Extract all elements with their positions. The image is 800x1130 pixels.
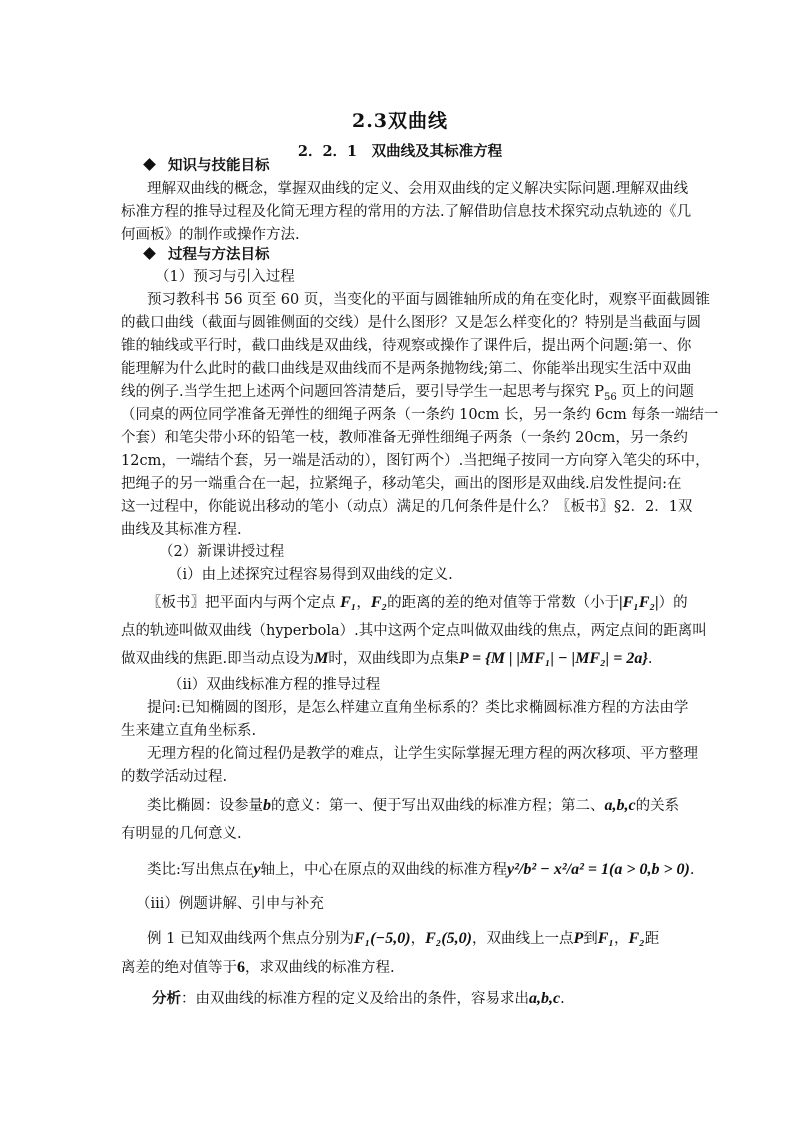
paragraph-line: 的数学活动过程. <box>121 769 228 785</box>
goal-heading-knowledge: 知识与技能目标 <box>141 155 270 177</box>
paragraph-line: 12cm，一端结个套，另一端是活动的），图钉两个）.当把绳子按同一方向穿入笔尖的环中， <box>121 453 710 469</box>
math-F1F2: |F₁F₂| <box>619 594 659 611</box>
paragraph-line: 线的例子.当学生把上述两个问题回答清楚后，要引导学生一起思考与探究 $P_{56}$ 页上的问题 <box>121 384 694 403</box>
math-F2: F₂ <box>628 930 645 947</box>
paragraph-line: 提问:已知椭圆的图形，是怎么样建立直角坐标系的？类比求椭圆标准方程的方法由学 <box>147 700 689 716</box>
definition-line: 做双曲线的焦距.即当动点设为M时，双曲线即为点集P = {M | |MF₁| − |MF₂| = 2a}. <box>121 650 653 667</box>
paragraph-line: 的截口曲线（截面与圆锥侧面的交线）是什么图形？又是怎么样变化的？特别是当截面与圆 <box>121 315 701 331</box>
diamond-bullet-icon <box>143 158 156 171</box>
math-F1: F₁ <box>597 930 614 947</box>
paragraph-line: 锥的轴线或平行时，截口曲线是双曲线，待观察或操作了课件后，提出两个问题:第一、你 <box>121 338 692 354</box>
subsection-heading: （i）由上述探究过程容易得到双曲线的定义. <box>168 567 453 583</box>
math-6: 6 <box>237 959 245 976</box>
paragraph-line: 类比:写出焦点在y轴上，中心在原点的双曲线的标准方程y²/b² − x²/a² = 1(a > 0,b > 0). <box>147 861 695 878</box>
math-F1-point: F₁(−5,0) <box>353 930 411 947</box>
math-M: M <box>314 650 329 667</box>
goal1-line: 何画板》的制作或操作方法. <box>121 227 300 243</box>
subsection-heading: （iii）例题讲解、引申与补充 <box>136 896 324 912</box>
paragraph-line: 曲线及其标准方程. <box>121 522 242 538</box>
math-point-set: P = {M | |MF₁| − |MF₂| = 2a} <box>458 650 648 667</box>
paragraph-line: 类比椭圆：设参量b的意义：第一、便于写出双曲线的标准方程；第二、a,b,c的关系 <box>147 797 680 814</box>
math-abc: a,b,c <box>604 797 636 814</box>
example-line: 离差的绝对值等于6，求双曲线的标准方程. <box>121 959 395 976</box>
math-P: P <box>573 930 584 947</box>
math-standard-equation: y²/b² − x²/a² = 1(a > 0,b > 0) <box>507 861 690 878</box>
math-F2-point: F₂(5,0) <box>425 930 472 947</box>
math-F1: F₁ <box>340 594 357 611</box>
subsection-heading: （1）预习与引入过程 <box>155 269 295 285</box>
definition-line: 点的轨迹叫做双曲线（hyperbola）.其中这两个定点叫做双曲线的焦点，两定点间的距离叫 <box>121 623 707 639</box>
math-y: y <box>253 861 261 878</box>
paragraph-line: 预习教科书 56 页至 60 页，当变化的平面与圆锥轴所成的角在变化时，观察平面截圆锥 <box>147 292 710 308</box>
section-subtitle: 2．2．1 双曲线及其标准方程 <box>297 143 503 160</box>
goal1-line: 理解双曲线的概念，掌握双曲线的定义、会用双曲线的定义解决实际问题.理解双曲线 <box>147 181 689 197</box>
paragraph-line: （同桌的两位同学准备无弹性的细绳子两条（一条约 10cm 长，另一条约 6cm 每条一端结一 <box>121 407 719 423</box>
paragraph-line: 个套）和笔尖带小环的铅笔一枝，教师准备无弹性细绳子两条（一条约 20cm，另一条约 <box>121 430 688 446</box>
math-F2: F₂ <box>370 594 388 611</box>
paragraph-line: 生来建立直角坐标系. <box>121 723 257 739</box>
diamond-bullet-icon <box>143 247 156 260</box>
paragraph-line: 能理解为什么此时的截口曲线是双曲线而不是两条抛物线;第二、你能举出现实生活中双曲 <box>121 361 692 377</box>
math-abc: a,b,c <box>529 990 561 1007</box>
paragraph-line: 这一过程中，你能说出移动的笔小（动点）满足的几何条件是什么？〖板书〗§2．2．1双 <box>121 499 693 515</box>
example-line: 例 1 已知双曲线两个焦点分别为F₁(−5,0)，F₂(5,0)，双曲线上一点P到F₁，F₂距 <box>147 930 660 947</box>
paragraph-line: 无理方程的化简过程仍是教学的难点，让学生实际掌握无理方程的两次移项、平方整理 <box>147 746 698 762</box>
analysis-line: 分析：由双曲线的标准方程的定义及给出的条件，容易求出a,b,c. <box>152 990 565 1007</box>
goal1-line: 标准方程的推导过程及化简无理方程的常用的方法.了解借助信息技术探究动点轨迹的《几 <box>121 204 692 220</box>
page-title: 2.3双曲线 <box>351 110 449 132</box>
goal-heading-process: 过程与方法目标 <box>141 244 270 266</box>
subsection-heading: （2）新课讲授过程 <box>159 544 285 560</box>
subsection-heading: （ii）双曲线标准方程的推导过程 <box>168 677 381 693</box>
definition-line: 〖板书〗把平面内与两个定点 F₁，F₂的距离的差的绝对值等于常数（小于|F₁F₂|）的 <box>147 594 688 611</box>
paragraph-line: 有明显的几何意义. <box>121 826 242 842</box>
math-b: b <box>263 797 271 814</box>
paragraph-line: 把绳子的另一端重合在一起，拉紧绳子，移动笔尖，画出的图形是双曲线.启发性提问:在 <box>121 476 682 492</box>
